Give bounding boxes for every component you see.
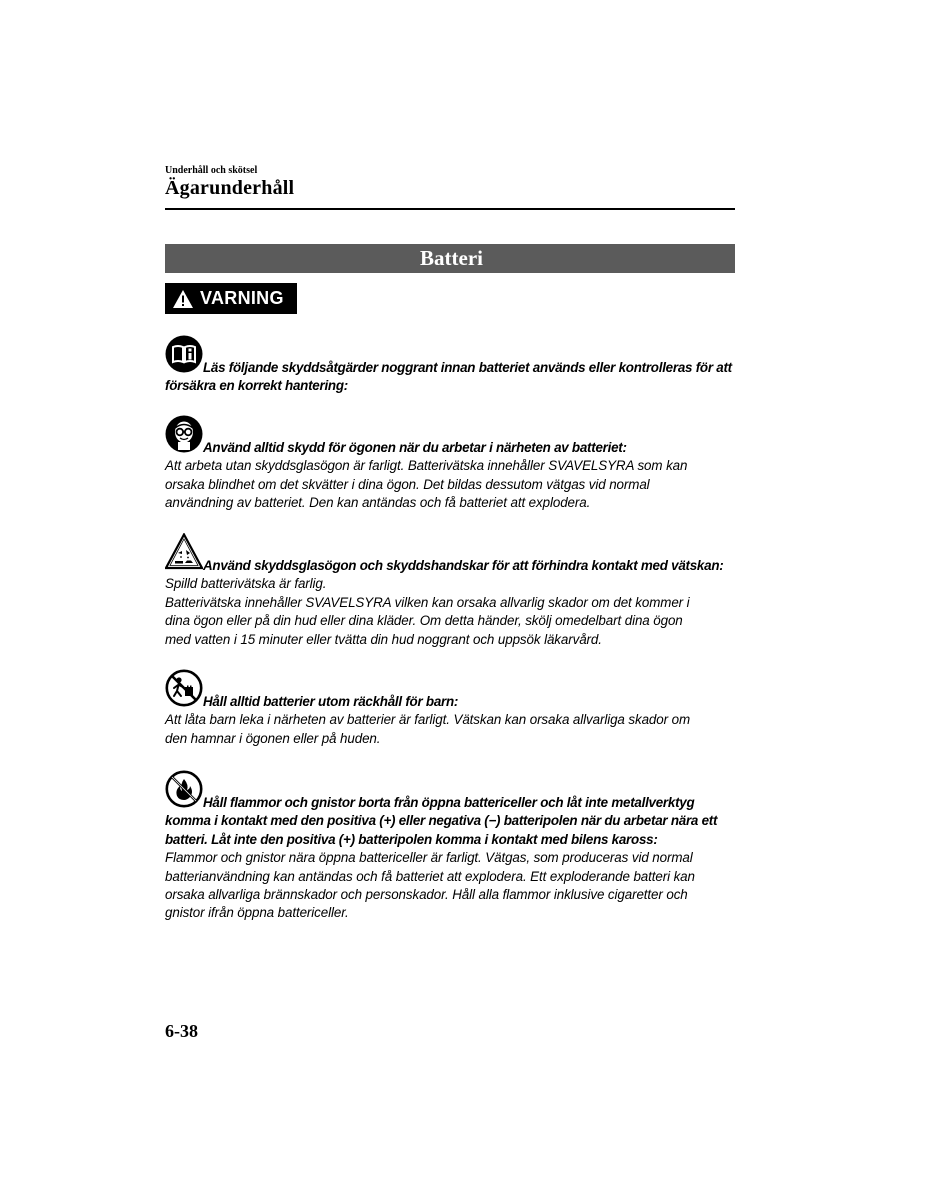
entry-body: Flammor och gnistor nära öppna battericeller är farligt. Vätgas, som produceras vid normal batterianvändning kan antändas och få batteriet att explodera. Ett exploderande batteri kan orsaka allvarliga brännskador och personskador. Håll alla flammor inklusive cigaretter och gnistor ifrån öppna battericeller. — [165, 850, 695, 921]
keep-away-from-children-icon — [165, 669, 203, 707]
entry-heading: Läs följande skyddsåtgärder noggrant innan batteriet används eller kontrolleras för att försäkra en korrekt hantering: — [165, 360, 732, 394]
entry-body: Spilld batterivätska är farlig. Batterivätska innehåller SVAVELSYRA vilken kan orsaka allvarlig skador om det kommer i dina ögon eller på din hud eller dina kläder. Om detta händer, skölj omedelbart dina ögon med vatten i 15 minuter eller tvätta din hud noggrant och uppsök läkarvård. — [165, 576, 690, 647]
warning-label: VARNING — [200, 288, 284, 308]
warning-triangle-icon — [172, 289, 194, 309]
warning-entry-no-flame — [165, 770, 740, 923]
breadcrumb: Underhåll och skötsel — [165, 165, 258, 176]
warning-entry-eye-protection — [165, 415, 740, 513]
warning-entry-read-manual — [165, 335, 740, 396]
entry-body: Att arbeta utan skyddsglasögon är farligt. Batterivätska innehåller SVAVELSYRA som kan orsaka blindhet om det skvätter i dina ögon. Det bildas dessutom vätgas vid normal användning av batteriet. Den kan antändas och få batteriet att explodera. — [165, 458, 688, 511]
no-open-flame-icon — [165, 770, 203, 808]
page-title: Ägarunderhåll — [165, 177, 295, 199]
warning-badge — [165, 283, 297, 314]
eye-protection-icon — [165, 415, 203, 453]
page-number: 6-38 — [165, 1021, 198, 1041]
title-rule — [165, 208, 735, 210]
entry-heading: Håll flammor och gnistor borta från öppna battericeller och låt inte metallverktyg komma i kontakt med den positiva (+) eller negativa (−) batteripolen när du arbetar nära ett batteri. Låt inte den positiva (+) batteripolen komma i kontakt med bilens kaross: — [165, 795, 718, 847]
warning-entry-corrosive — [165, 533, 740, 649]
manual-book-icon — [165, 335, 203, 373]
entry-heading: Använd alltid skydd för ögonen när du arbetar i närheten av batteriet: — [203, 440, 627, 455]
entry-heading: Använd skyddsglasögon och skyddshandskar för att förhindra kontakt med vätskan: — [203, 558, 724, 573]
section-bar — [165, 244, 735, 273]
warning-entry-children — [165, 669, 740, 748]
corrosive-warning-icon — [165, 533, 203, 571]
entry-body: Att låta barn leka i närheten av batterier är farligt. Vätskan kan orsaka allvarliga skador om den hamnar i ögonen eller på huden. — [165, 712, 691, 746]
section-title: Batteri — [420, 246, 483, 270]
entry-heading: Håll alltid batterier utom räckhåll för barn: — [203, 694, 459, 709]
